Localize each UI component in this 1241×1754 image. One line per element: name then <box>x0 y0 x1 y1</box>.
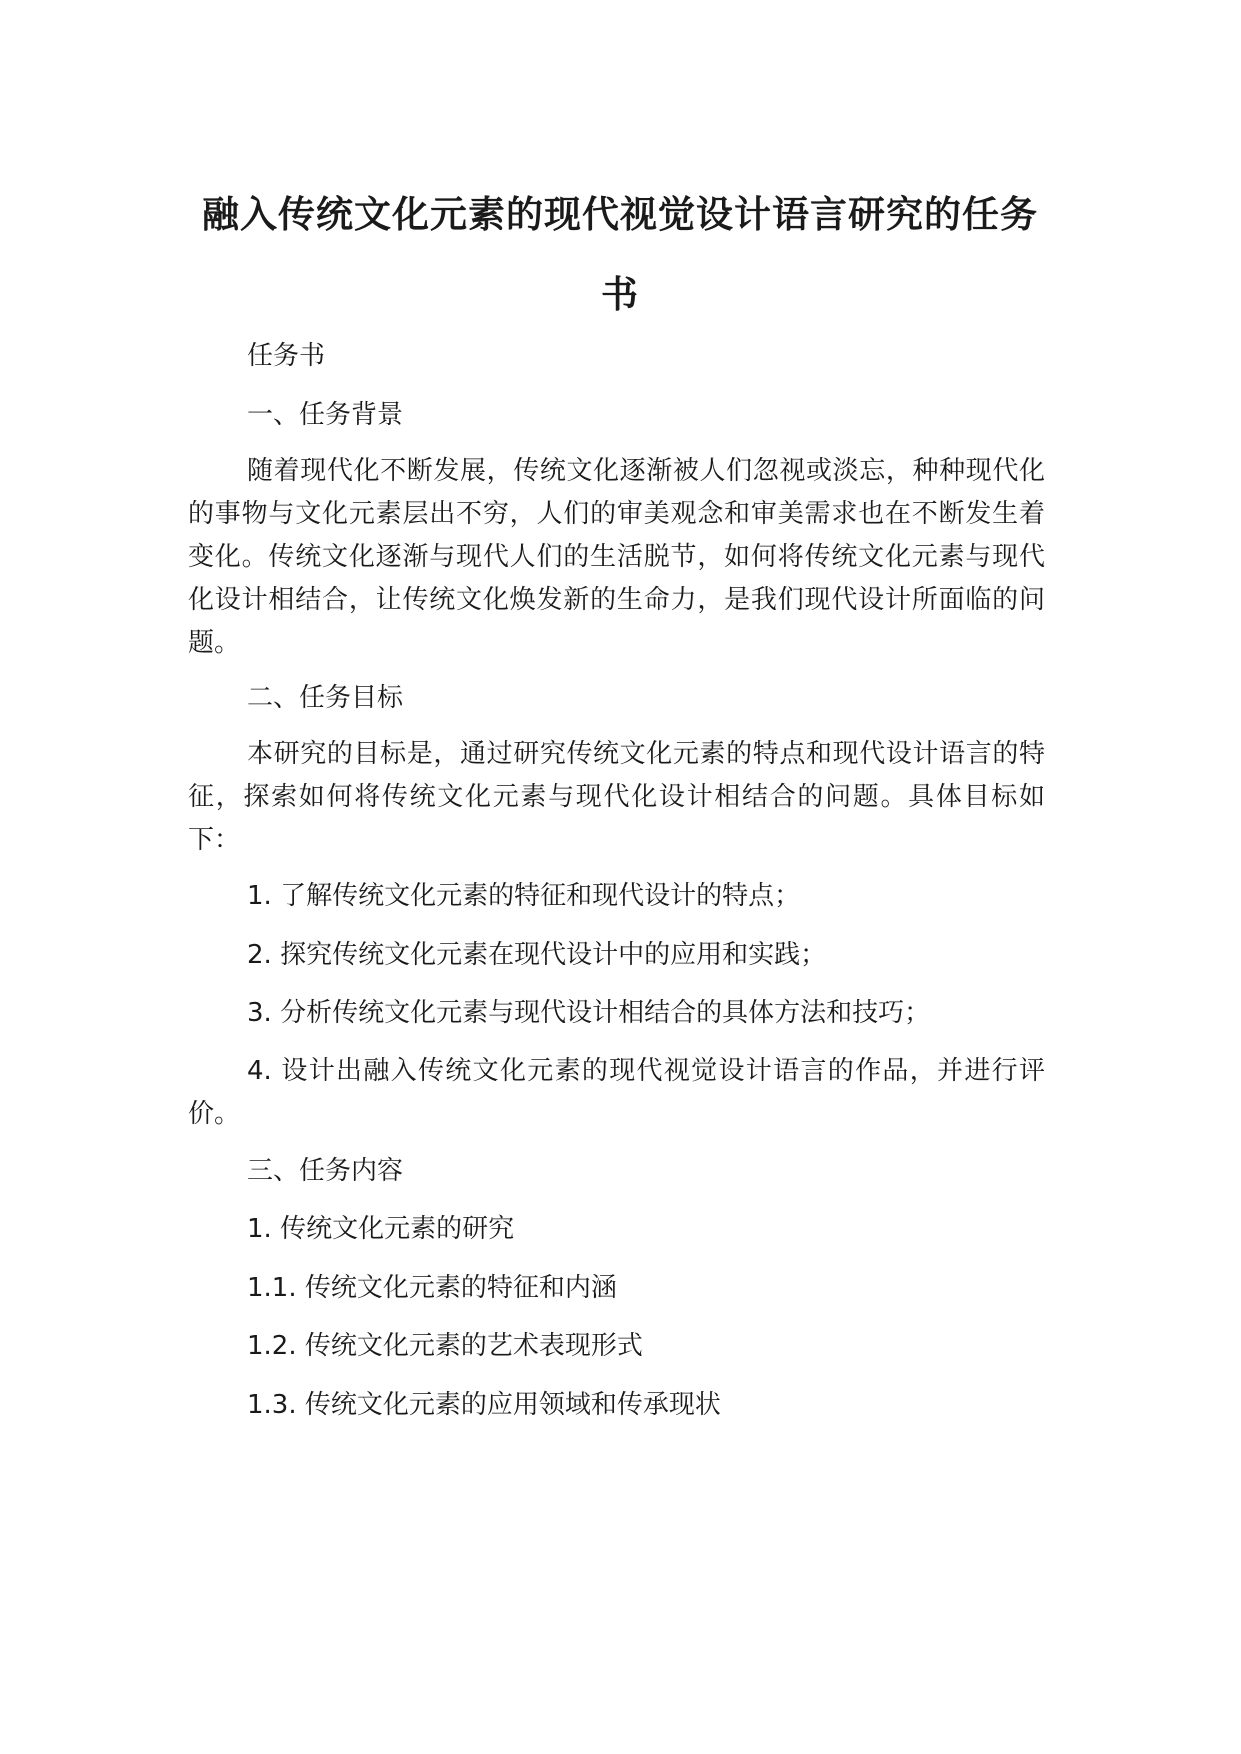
section2-item: 4. 设计出融入传统文化元素的现代视觉设计语言的作品，并进行评价。 <box>188 1056 1045 1129</box>
section2-item: 3. 分析传统文化元素与现代设计相结合的具体方法和技巧； <box>247 998 931 1028</box>
section2-item: 2. 探究传统文化元素在现代设计中的应用和实践； <box>247 940 827 970</box>
section2-paragraph: 本研究的目标是，通过研究传统文化元素的特点和现代设计语言的特征，探索如何将传统文化元素与现代化设计相结合的问题。具体目标如下： <box>188 739 1045 855</box>
section3-item: 1. 传统文化元素的研究 <box>247 1214 515 1244</box>
section3-item: 1.1. 传统文化元素的特征和内涵 <box>247 1273 617 1303</box>
section1-heading: 一、任务背景 <box>247 400 404 430</box>
section3-item: 1.3. 传统文化元素的应用领域和传承现状 <box>247 1390 721 1420</box>
section2-item: 1. 了解传统文化元素的特征和现代设计的特点； <box>247 881 801 911</box>
heading-task-book: 任务书 <box>247 341 326 371</box>
section1-paragraph: 随着现代化不断发展，传统文化逐渐被人们忽视或淡忘，种种现代化的事物与文化元素层出不穷，人们的审美观念和审美需求也在不断发生着变化。传统文化逐渐与现代人们的生活脱节，如何将传统文化元素与现代化设计相结合，让传统文化焕发新的生命力，是我们现代设计所面临的问题。 <box>188 456 1045 658</box>
section3-item: 1.2. 传统文化元素的艺术表现形式 <box>247 1331 643 1361</box>
document-title: 融入传统文化元素的现代视觉设计语言研究的任务书 <box>202 193 1038 316</box>
section3-heading: 三、任务内容 <box>247 1156 404 1186</box>
section2-heading: 二、任务目标 <box>247 683 404 713</box>
